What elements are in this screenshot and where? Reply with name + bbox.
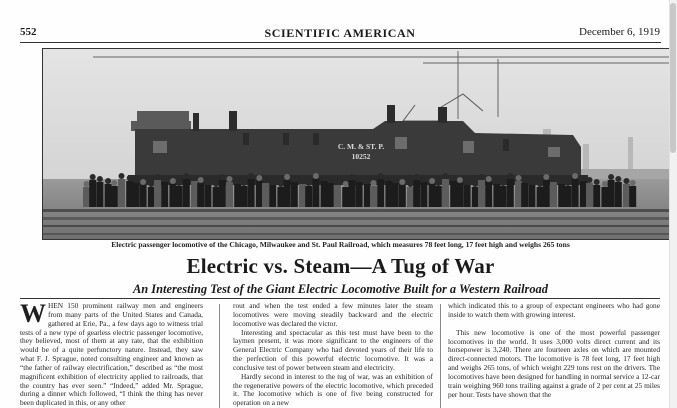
crowd-person-head [327, 177, 333, 183]
crowd-person-head [500, 180, 506, 186]
crowd-person-body [154, 180, 161, 207]
crowd-person-head [105, 178, 111, 184]
crowd-person-head [414, 174, 420, 180]
crowd-person-head [408, 181, 414, 187]
crowd-person-body [291, 182, 298, 207]
column-2-paragraph-2: Interesting and spectacular as this test must have been to the laymen present, it was more significant to the engineers of the General Electric Company who had devoted years of their life to the perfection of this powerful electric locomotive. It was a conclusive test of power between steam and electricity. [233, 327, 433, 372]
crowd-person-body [593, 185, 600, 207]
crowd-person-body [586, 183, 593, 207]
crowd-person-head [529, 179, 535, 185]
crowd-person-head [551, 176, 557, 182]
crowd-person-body [83, 187, 90, 207]
crowd-person-head [248, 173, 254, 179]
crowd-person-body [515, 181, 522, 207]
crowd-person-body [197, 183, 204, 207]
column-2-paragraph-1: rout and when the test ended a few minutes later the steam locomotives were moving steadily backward and the electric locomotive was declared the victor. [233, 301, 433, 328]
crowd-person-head [321, 175, 327, 181]
crowd-person-head [443, 173, 449, 179]
article-column-3 [448, 302, 660, 399]
crowd-person-body [299, 184, 306, 207]
crowd-person-body [348, 180, 355, 207]
drop-cap: W [20, 299, 46, 328]
page-number: 552 [20, 26, 37, 38]
crowd-person-body [140, 185, 147, 207]
crowd-person-head [306, 180, 312, 186]
crowd-person-body [126, 181, 133, 207]
crowd-person-head [198, 177, 204, 183]
header-rule [20, 42, 661, 43]
crowd-person-body [521, 183, 528, 207]
crowd-person-body [399, 185, 406, 207]
crowd-person-head [90, 174, 96, 180]
crowd-person-body [580, 181, 587, 207]
crowd-person-body [550, 182, 557, 207]
crowd-person-body [204, 185, 211, 207]
crowd-person-body [543, 180, 550, 207]
article-column-1 [20, 299, 203, 408]
column-separator [219, 304, 220, 408]
scrollbar-thumb[interactable] [670, 3, 676, 153]
column-3-paragraph-2: This new locomotive is one of the most powerful passenger locomotives in the world. It uses 3,000 volts direct current and its horsepower is 3,240. There are fourteen axles on which are mounted direct-connected motors. The locomotive is 78 feet long, 17 feet high and weighs 265 tons, of which weight 229 tons rest on the drivers. The locomotives have been designed for handling in normal service a 12-car train weighing 960 tons trailing against a grade of 2 per cent at 25 miles per hour. Tests have shown that the [448, 327, 660, 399]
crowd-person-body [89, 180, 96, 207]
crowd-person-head [479, 174, 485, 180]
running-header [20, 26, 660, 42]
locomotive-photo [42, 48, 674, 240]
crowd-person-body [105, 184, 112, 207]
crowd-person-body [269, 185, 276, 207]
crowd-person-head [291, 176, 297, 182]
crowd-person-body [485, 182, 492, 207]
crowd-person-head [594, 179, 600, 185]
crowd-person-head [241, 180, 247, 186]
crowd-person-head [507, 173, 513, 179]
crowd-person-body [111, 186, 118, 207]
crowd-person-body [169, 184, 176, 207]
crowd-person-body [234, 184, 241, 207]
crowd-person-body [615, 182, 622, 207]
crowd-person-head [608, 174, 614, 180]
crowd-person-body [464, 185, 471, 207]
crowd-person-head [349, 174, 355, 180]
locomotive-number: 10252 [351, 152, 371, 161]
crowd-person-head [111, 180, 117, 186]
crowd-person-head [148, 181, 154, 187]
crowd-person-head [97, 176, 103, 182]
column-separator [440, 304, 441, 408]
crowd-person-head [464, 179, 470, 185]
crowd-person-body [429, 184, 436, 207]
crowd-person-body [96, 182, 103, 207]
crowd-person-head [140, 179, 146, 185]
crowd-person-body [623, 184, 630, 207]
issue-date: December 6, 1919 [579, 26, 660, 38]
crowd-person-head [486, 176, 492, 182]
crowd-person-body [370, 186, 377, 207]
crowd-person-head [162, 176, 168, 182]
crowd-person-body [277, 187, 284, 207]
crowd-person-head [227, 176, 233, 182]
locomotive-lettering: C. M. & ST. P. [337, 142, 385, 151]
crowd-person-head [364, 178, 370, 184]
crowd-person-head [522, 177, 528, 183]
crowd-person-head [421, 176, 427, 182]
crowd-person-head [624, 178, 630, 184]
article-column-2 [233, 302, 433, 408]
photo-caption: Electric passenger locomotive of the Chicago, Milwaukee and St. Paul Railroad, which measures 78 feet long, 17 feet high and weighs 265 tons [111, 240, 570, 249]
crowd-person-body [493, 184, 500, 207]
article-subhead: An Interesting Test of the Giant Electric Locomotive Built for a Western Railroad [133, 282, 548, 296]
crowd-person-body [456, 183, 463, 207]
crowd-person-head [205, 179, 211, 185]
crowd-person-head [435, 180, 441, 186]
crowd-person-body [219, 180, 226, 207]
crowd-person-head [399, 179, 405, 185]
crowd-person-body [564, 186, 571, 207]
column-1-text: HEN 150 prominent railway men and engineers from many parts of the United States and Canada, gathered at Erie, Pa., a few days ago to witness trial tests of a new type of gearless electric passenger locomotive, they believed, most of them at any rate, that the exhibition would be of a quite perfunctory nature. Instead, they saw what F. J. Sprague, noted consulting engineer and known as “the father of railway electrification,” described as “the most magnificent exhibition of electricity applied to railroads, that the country has ever seen.” “Indeed,” added Mr. Sprague, during a dinner which followed, “I think the thing has never been duplicated in this, or any other [20, 301, 203, 408]
crowd-person-head [343, 181, 349, 187]
crowd-person-body [161, 182, 168, 207]
crowd-person-body [183, 179, 190, 207]
crowd-person-head [451, 175, 457, 181]
article-headline: Electric vs. Steam—A Tug of War [186, 254, 495, 278]
crowd-person-head [392, 177, 398, 183]
crowd-person-body [191, 181, 198, 207]
crowd-person-body [478, 180, 485, 207]
crowd-person-head [335, 179, 341, 185]
crowd-person-head [263, 177, 269, 183]
column-3-paragraph-1: which indicated this to a group of expectant engineers who had gone inside to watch them with growing interest. [448, 301, 660, 319]
crowd-person-body [420, 182, 427, 207]
crowd-person-head [176, 180, 182, 186]
crowd-person-head [133, 177, 139, 183]
crowd-person-head [219, 174, 225, 180]
crowd-person-head [256, 175, 262, 181]
crowd [83, 173, 636, 207]
crowd-person-body [528, 185, 535, 207]
crowd-person-head [270, 179, 276, 185]
crowd-person-body [334, 185, 341, 207]
crowd-person-body [500, 186, 507, 207]
crowd-person-head [630, 180, 636, 186]
crowd-person-body [558, 184, 565, 207]
crowd-person-body [226, 182, 233, 207]
crowd-person-body [240, 186, 247, 207]
crowd-person-head [155, 174, 161, 180]
crowd-person-head [278, 181, 284, 187]
crowd-person-head [429, 178, 435, 184]
crowd-person-head [213, 181, 219, 187]
crowd-person-body [601, 187, 608, 207]
crowd-person-body [321, 181, 328, 207]
crowd-person-body [256, 181, 263, 207]
crowd-person-head [615, 176, 621, 182]
crowd-person-head [356, 176, 362, 182]
crowd-person-head [587, 177, 593, 183]
deck-rule [20, 298, 660, 299]
crowd-person-body [132, 183, 139, 207]
crowd-person-head [572, 173, 578, 179]
crowd-person-body [450, 181, 457, 207]
crowd-person-body [356, 182, 363, 207]
crowd-person-head [371, 180, 377, 186]
crowd-person-body [284, 180, 291, 207]
crowd-person-head [559, 178, 565, 184]
crowd-person-head [543, 174, 549, 180]
crowd-person-head [494, 178, 500, 184]
crowd-person-head [127, 175, 133, 181]
crowd-person-body [537, 187, 544, 207]
crowd-person-body [118, 179, 125, 207]
crowd-person-head [183, 173, 189, 179]
crowd-person-head [235, 178, 241, 184]
crowd-person-body [377, 179, 384, 207]
crowd-person-head [300, 178, 306, 184]
crowd-person-head [457, 177, 463, 183]
crowd-person-head [386, 175, 392, 181]
crowd-person-body [305, 186, 312, 207]
crowd-person-body [472, 187, 479, 207]
crowd-person-body [629, 186, 636, 207]
crowd-person-body [327, 183, 334, 207]
crowd-person-body [248, 179, 255, 207]
crowd-person-head [602, 181, 608, 187]
column-2-paragraph-3: Hardly second in interest to the tug of war, was an exhibition of the regenerative powers of the electric locomotive, which preceded it. The locomotive which is one of five being constructed for operation on a new [233, 371, 433, 408]
crowd-person-head [537, 181, 543, 187]
crowd-person-head [170, 178, 176, 184]
crowd-person-body [176, 186, 183, 207]
crowd-person-body [572, 179, 579, 207]
crowd-person-head [378, 173, 384, 179]
crowd-person-head [580, 175, 586, 181]
crowd-person-body [342, 187, 349, 207]
crowd-person-body [262, 183, 269, 207]
crowd-person-head [119, 173, 125, 179]
crowd-person-head [565, 180, 571, 186]
crowd-person-head [516, 175, 522, 181]
crowd-person-body [148, 187, 155, 207]
crowd-person-body [413, 180, 420, 207]
crowd-person-body [392, 183, 399, 207]
crowd-person-head [313, 173, 319, 179]
crowd-person-body [435, 186, 442, 207]
crowd-person-body [364, 184, 371, 207]
crowd-person-body [385, 181, 392, 207]
crowd-person-body [407, 187, 414, 207]
crowd-person-head [472, 181, 478, 187]
crowd-person-body [442, 179, 449, 207]
crowd-person-body [507, 179, 514, 207]
locomotive-photo-drawing [43, 49, 674, 240]
magazine-title: SCIENTIFIC AMERICAN [264, 26, 416, 40]
vertical-scrollbar[interactable] [669, 0, 677, 408]
crowd-person-head [84, 181, 90, 187]
crowd-person-body [213, 187, 220, 207]
crowd-person-head [192, 175, 198, 181]
crowd-person-head [284, 174, 290, 180]
crowd-person-body [608, 180, 615, 207]
crowd-person-body [312, 179, 319, 207]
